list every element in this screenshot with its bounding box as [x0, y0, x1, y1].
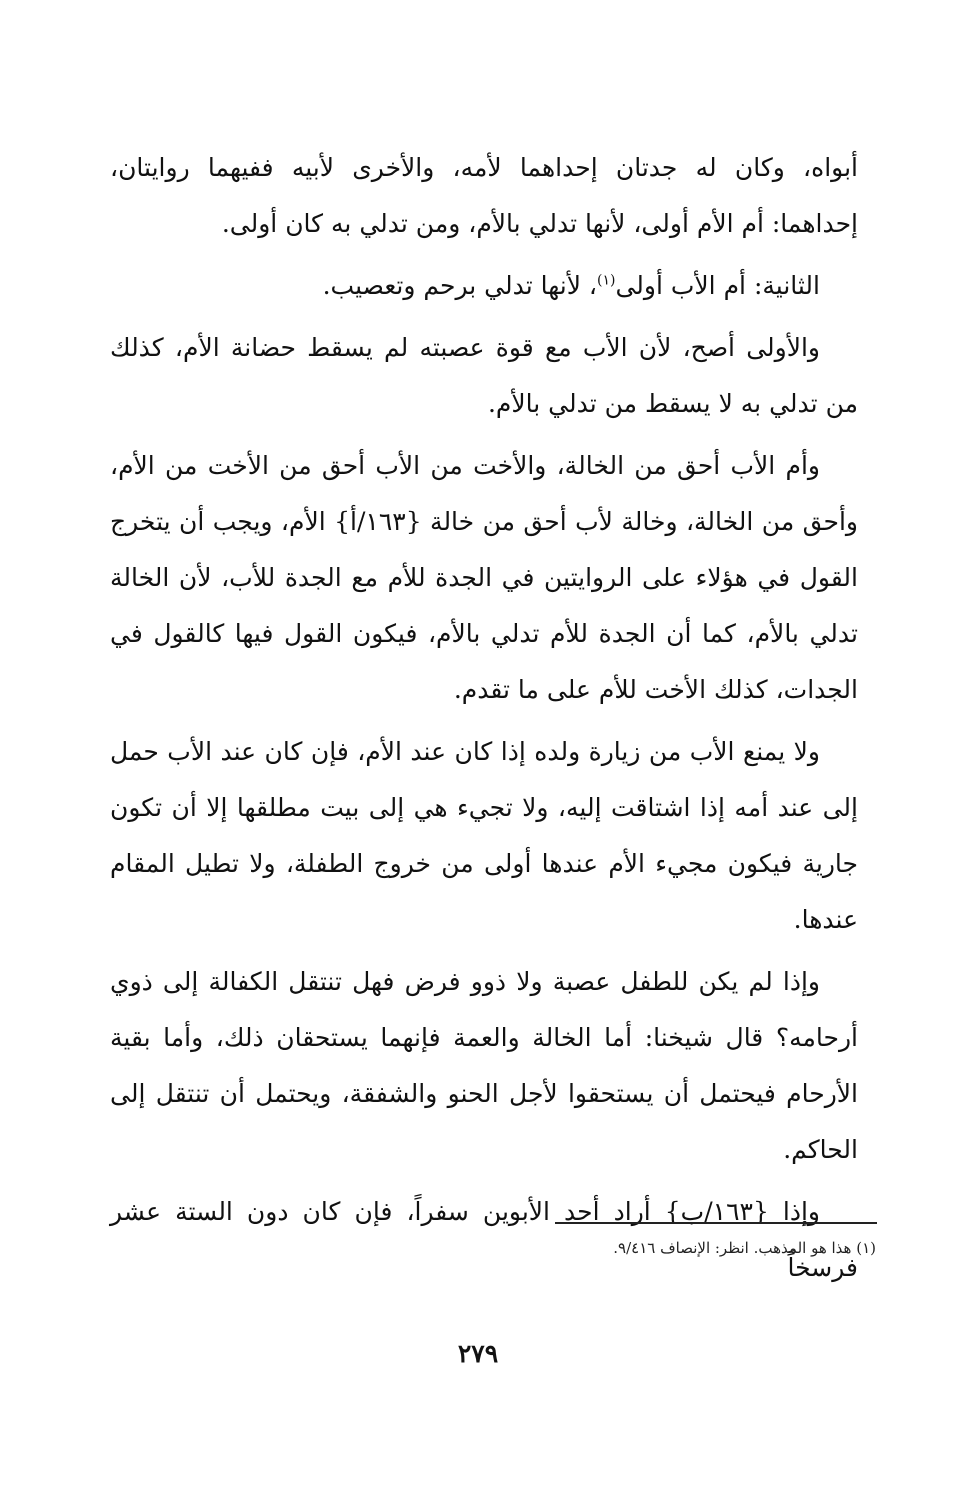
- paragraph-text: ، لأنها تدلي برحم وتعصيب.: [322, 271, 597, 300]
- paragraph: ولا يمنع الأب من زيارة ولده إذا كان عند الأم، فإن كان عند الأب حمل إلى عند أمه إذا اشتاقت إليه، ولا تجيء هي إلى بيت مطلقها إلا أن تكون جارية فيكون مجيء الأم عندها أولى من خروج الطفلة، ولا تطيل المقام عندها.: [110, 737, 858, 934]
- paragraph: وأم الأب أحق من الخالة، والأخت من الأب أحق من الأخت من الأم، وأحق من الخالة، وخالة لأب أحق من خالة {١٦٣/أ} الأم، ويجب أن يتخرج القول في هؤلاء على الروايتين في الجدة للأم مع الجدة للأب، لأن الخالة تدلي بالأم، كما أن الجدة للأم تدلي بالأم، فيكون القول فيها كالقول في الجدات، كذلك الأخت للأم على ما تقدم.: [110, 451, 858, 704]
- footnote: (١) هذا هو المذهب. انظر: الإنصاف ٩/٤١٦.: [613, 1239, 876, 1257]
- paragraph: [110, 258, 858, 314]
- page-number: ٢٧٩: [457, 1339, 499, 1368]
- footnote-reference[interactable]: (١): [597, 272, 616, 289]
- paragraph: أبواه، وكان له جدتان إحداهما لأمه، والأخرى لأبيه ففيهما روايتان، إحداهما: أم الأم أولى، لأنها تدلي بالأم، ومن تدلي به كان أولى.: [110, 153, 858, 238]
- footnote-divider: [555, 1222, 877, 1224]
- paragraph-text: الثانية: أم الأب أولى: [615, 271, 820, 300]
- paragraph: وإذا {١٦٣/ب} أراد أحد الأبوين سفراً، فإن كان دون الستة عشر فرسخاً: [110, 1197, 858, 1282]
- paragraph: والأولى أصح، لأن الأب مع قوة عصبته لم يسقط حضانة الأم، كذلك من تدلي به لا يسقط من تدلي بالأم.: [110, 333, 858, 418]
- paragraph: وإذا لم يكن للطفل عصبة ولا ذوو فرض فهل تنتقل الكفالة إلى ذوي أرحامه؟ قال شيخنا: أما الخالة والعمة فإنهما يستحقان ذلك، وأما بقية الأرحام فيحتمل أن يستحقوا لأجل الحنو والشفقة، ويحتمل أن تنتقل إلى الحاكم.: [110, 967, 858, 1164]
- main-text: [110, 140, 858, 1302]
